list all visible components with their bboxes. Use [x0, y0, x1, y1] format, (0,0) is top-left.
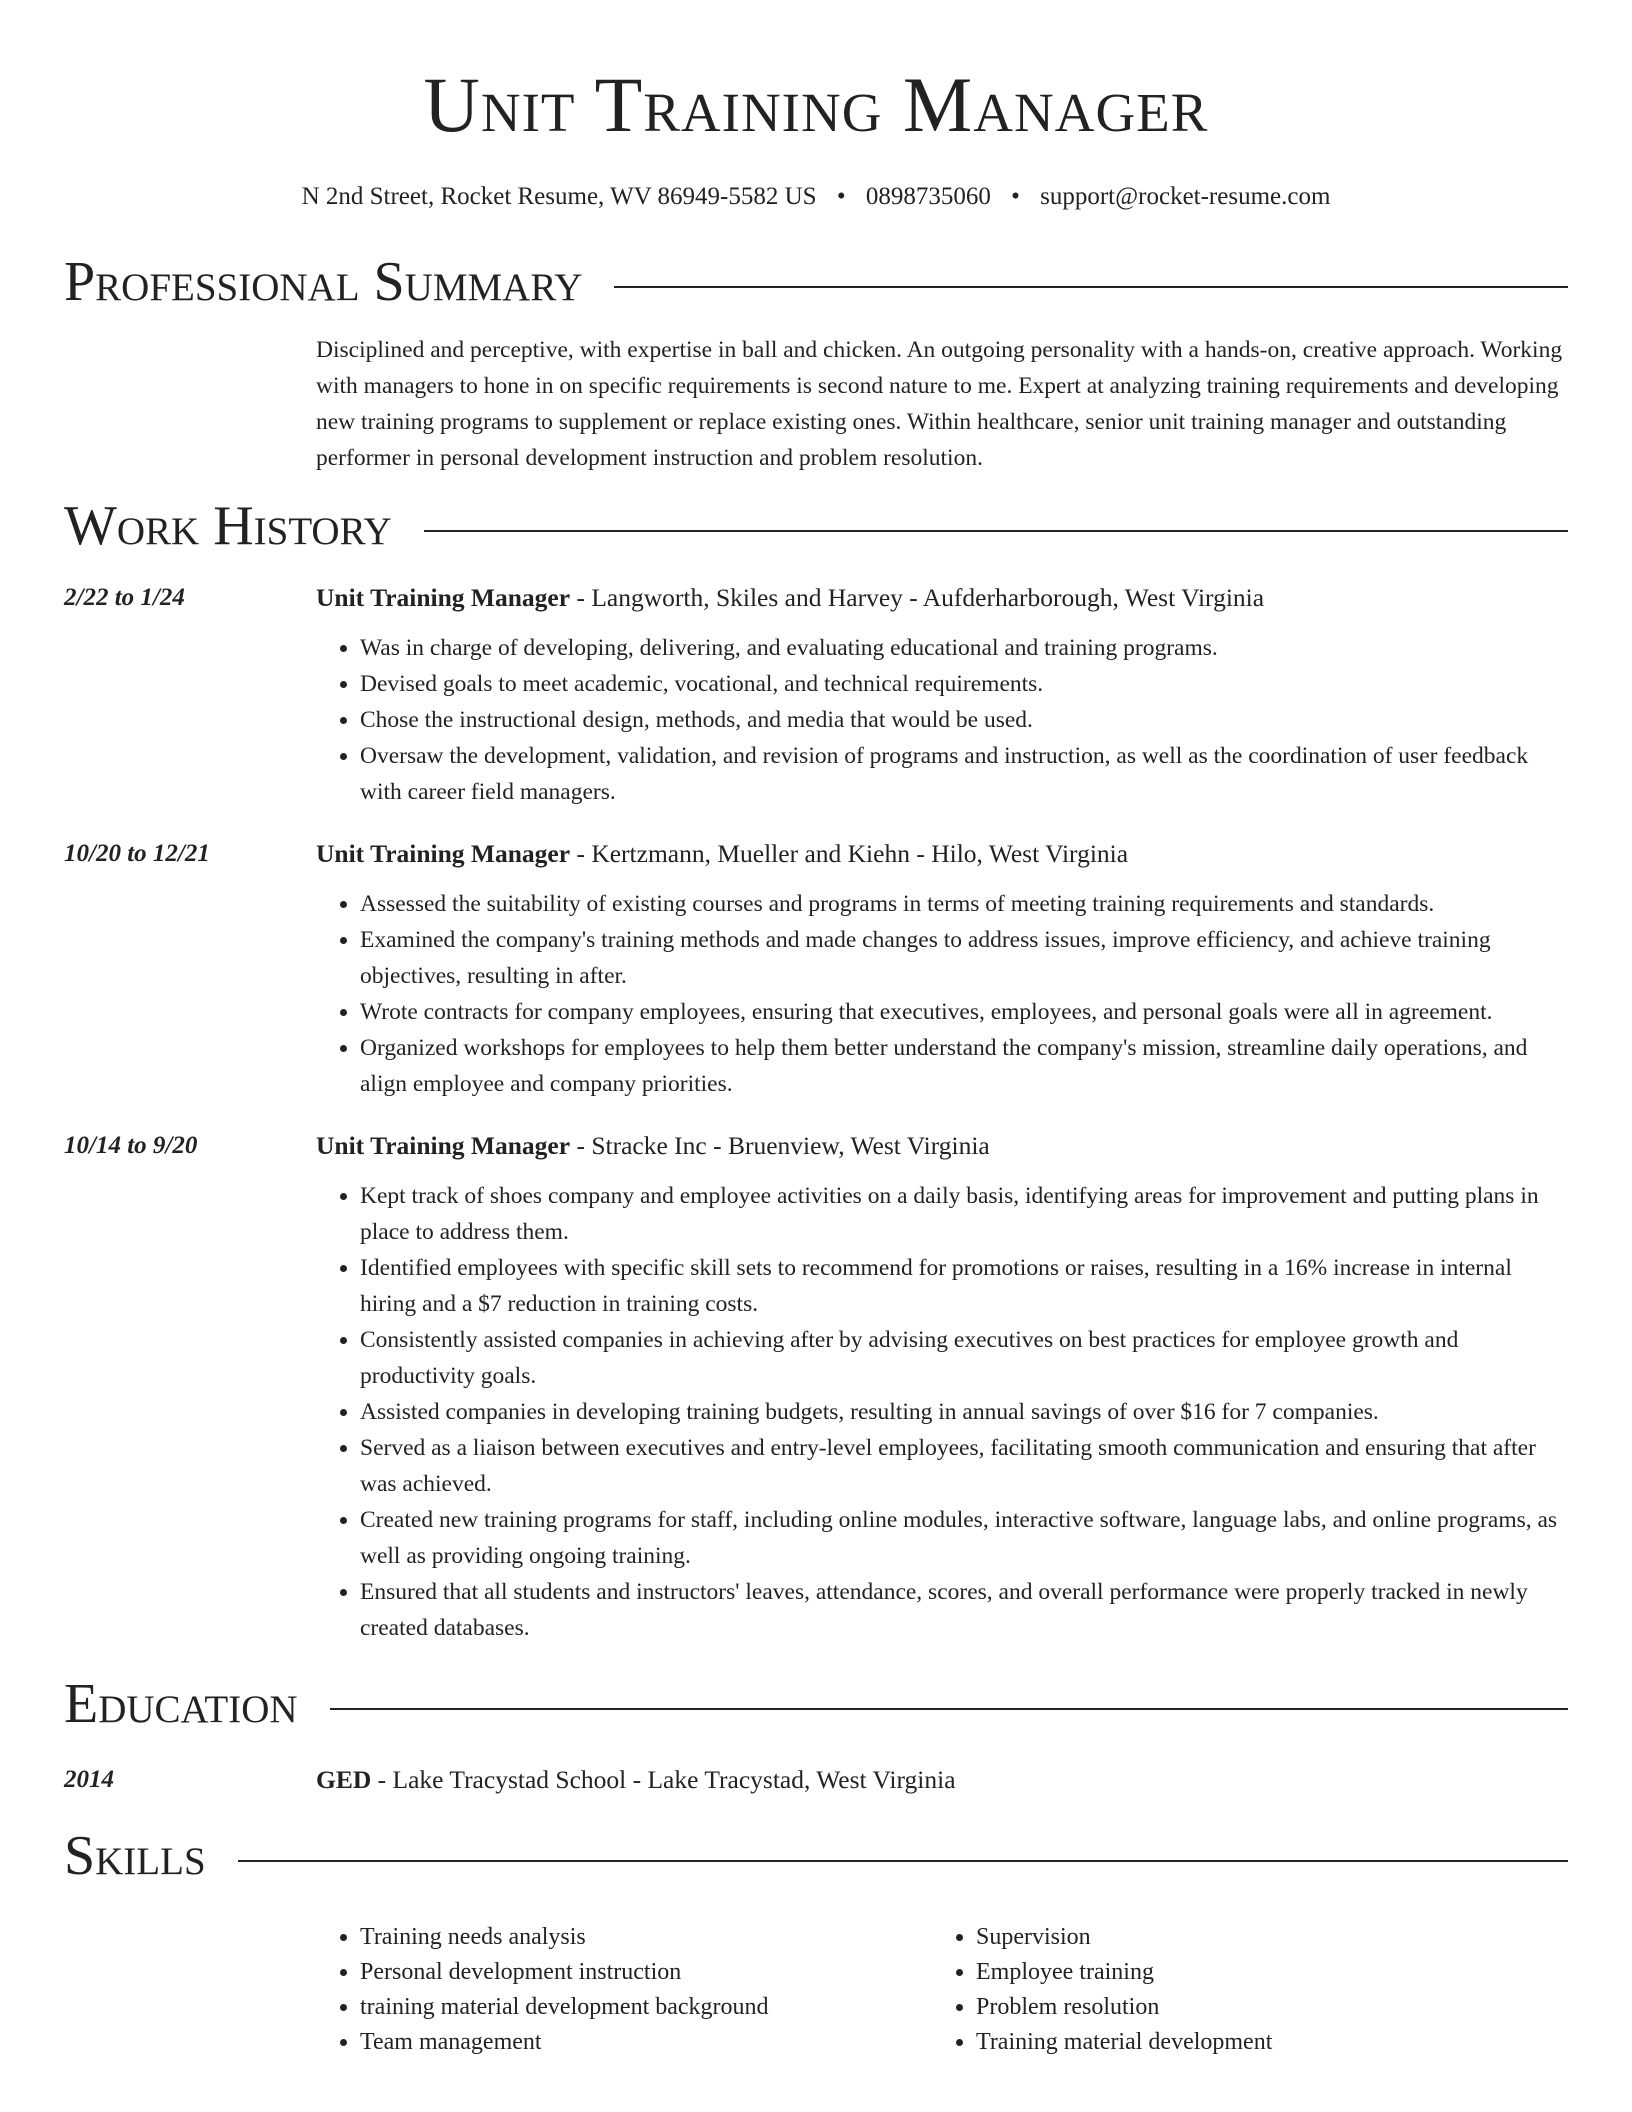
- list-item: • Examined the company's training methods and made changes to address issues, improve efficiency, and achieve training objectives, resulting in after.: [360, 922, 1568, 994]
- education-degree: GED: [316, 1765, 372, 1794]
- job-entry: [64, 836, 1568, 1102]
- education-body: [316, 1762, 1568, 1798]
- job-date: 10/20 to 12/21: [64, 840, 210, 867]
- job-body: [316, 1128, 1568, 1646]
- job-entry: [64, 580, 1568, 810]
- section-divider: [424, 530, 1568, 532]
- job-title-line: [316, 836, 1568, 872]
- candidate-name: Unit Training Manager: [423, 61, 1209, 148]
- education-date: 2014: [64, 1766, 114, 1793]
- contact-line: [64, 182, 1568, 212]
- education-entry: [64, 1762, 1568, 1798]
- job-title-line: [316, 580, 1568, 616]
- list-item: • Team management: [360, 2025, 932, 2060]
- summary-heading: Professional Summary: [64, 251, 583, 313]
- list-item: • Devised goals to meet academic, vocational, and technical requirements.: [360, 666, 1568, 702]
- section-divider: [330, 1708, 1568, 1710]
- list-item: • Kept track of shoes company and employee activities on a daily basis, identifying areas for improvement and putting plans in place to address them.: [360, 1178, 1568, 1250]
- list-item: • Was in charge of developing, delivering, and evaluating educational and training programs.: [360, 630, 1568, 666]
- list-item: • Created new training programs for staff, including online modules, interactive software, language labs, and online programs, as well as providing ongoing training.: [360, 1502, 1568, 1574]
- job-bullets: [316, 1178, 1568, 1646]
- job-date: 2/22 to 1/24: [64, 584, 185, 611]
- skills-section-header: [64, 1825, 1568, 1887]
- job-bullets: [316, 886, 1568, 1102]
- education-title-line: [316, 1762, 1568, 1798]
- job-title: Unit Training Manager: [316, 839, 571, 868]
- list-item: • Personal development instruction: [360, 1955, 932, 1990]
- job-details: - Langworth, Skiles and Harvey - Aufderharborough, West Virginia: [570, 583, 1265, 612]
- list-item: • Training needs analysis: [360, 1920, 932, 1955]
- education-section-header: [64, 1673, 1568, 1735]
- skills-columns: [316, 1920, 1568, 2060]
- job-body: [316, 836, 1568, 1102]
- contact-separator: •: [1011, 183, 1020, 210]
- contact-email: support@rocket-resume.com: [1040, 183, 1331, 210]
- list-item: • Problem resolution: [976, 1990, 1548, 2025]
- list-item: • Consistently assisted companies in achieving after by advising executives on best practices for employee growth and productivity goals.: [360, 1322, 1568, 1394]
- list-item: • Identified employees with specific skill sets to recommend for promotions or raises, resulting in a 16% increase in internal hiring and a $7 reduction in training costs.: [360, 1250, 1568, 1322]
- work-heading: Work History: [64, 495, 392, 557]
- job-title: Unit Training Manager: [316, 1131, 571, 1160]
- work-section-header: [64, 495, 1568, 557]
- education-details: - Lake Tracystad School - Lake Tracystad, West Virginia: [371, 1765, 956, 1794]
- list-item: • Oversaw the development, validation, and revision of programs and instruction, as well as the coordination of user feedback with career field managers.: [360, 738, 1568, 810]
- section-divider: [238, 1860, 1568, 1862]
- list-item: • Organized workshops for employees to help them better understand the company's mission, streamline daily operations, and align employee and company priorities.: [360, 1030, 1568, 1102]
- list-item: • Supervision: [976, 1920, 1548, 1955]
- job-date: 10/14 to 9/20: [64, 1132, 198, 1159]
- contact-address: N 2nd Street, Rocket Resume, WV 86949-5582 US: [301, 183, 817, 210]
- list-item: • Ensured that all students and instructors' leaves, attendance, scores, and overall performance were properly tracked in newly created databases.: [360, 1574, 1568, 1646]
- summary-text: Disciplined and perceptive, with expertise in ball and chicken. An outgoing personality with a hands-on, creative approach. Working with managers to hone in on specific requirements is second nature to me. Expert at analyzing training requirements and developing new training programs to supplement or replace existing ones. Within healthcare, senior unit training manager and outstanding performer in personal development instruction and problem resolution.: [316, 337, 1563, 471]
- list-item: • Wrote contracts for company employees, ensuring that executives, employees, and personal goals were all in agreement.: [360, 994, 1568, 1030]
- job-details: - Stracke Inc - Bruenview, West Virginia: [570, 1131, 990, 1160]
- list-item: • Training material development: [976, 2025, 1548, 2060]
- job-title-line: [316, 1128, 1568, 1164]
- skills-heading: Skills: [64, 1825, 206, 1887]
- list-item: • Assessed the suitability of existing courses and programs in terms of meeting training requirements and standards.: [360, 886, 1568, 922]
- education-heading: Education: [64, 1673, 298, 1735]
- list-item: • Employee training: [976, 1955, 1548, 1990]
- job-details: - Kertzmann, Mueller and Kiehn - Hilo, West Virginia: [570, 839, 1129, 868]
- job-bullets: [316, 630, 1568, 810]
- skills-list-right: [932, 1920, 1548, 2060]
- list-item: • Served as a liaison between executives and entry-level employees, facilitating smooth communication and ensuring that after was achieved.: [360, 1430, 1568, 1502]
- list-item: • training material development background: [360, 1990, 932, 2025]
- contact-separator: •: [836, 183, 846, 210]
- job-entry: [64, 1128, 1568, 1646]
- contact-phone: 0898735060: [865, 183, 991, 210]
- section-divider: [614, 286, 1568, 288]
- summary-section-header: [64, 251, 1568, 313]
- job-body: [316, 580, 1568, 810]
- list-item: • Assisted companies in developing training budgets, resulting in annual savings of over $16 for 7 companies.: [360, 1394, 1568, 1430]
- skills-list-left: [316, 1920, 932, 2060]
- list-item: • Chose the instructional design, methods, and media that would be used.: [360, 702, 1568, 738]
- job-title: Unit Training Manager: [316, 583, 571, 612]
